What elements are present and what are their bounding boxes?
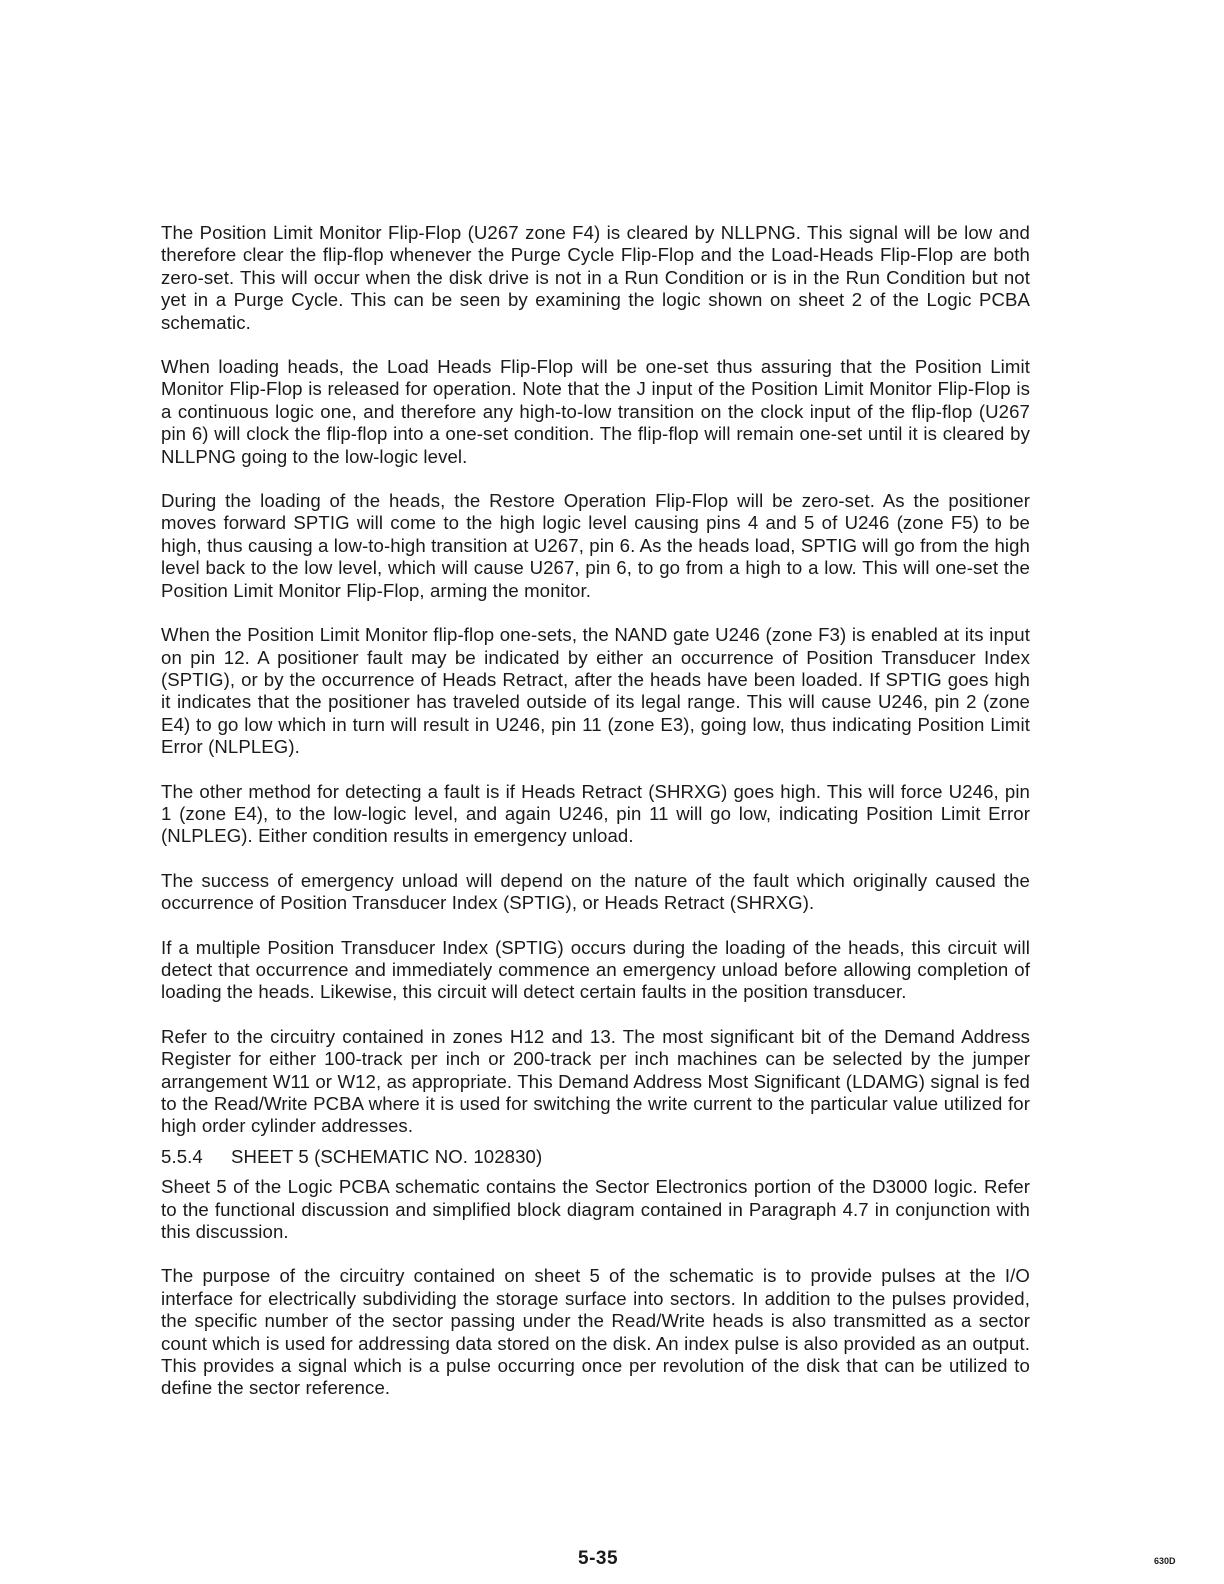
paragraph-sheet-5-purpose: The purpose of the circuitry contained on sheet 5 of the schematic is to provide pulses at the I/O interface for electrically subdividing the storage surface into sectors. In addition to the pulses provided, the specific number of the sector passing under the Read/Write heads is also transmitted as a sector count which is used for addressing data stored on the disk. An index pulse is also provided as an output. This provides a signal which is a pulse occurring once per revolution of the disk that can be utilized to define the sector reference. [161, 1265, 1030, 1399]
paragraph-multiple-index: If a multiple Position Transducer Index (SPTIG) occurs during the loading of the heads, this circuit will detect that occurrence and immediately commence an emergency unload before allowing completion of loading the heads. Likewise, this circuit will detect certain faults in the position transducer. [161, 936, 1030, 1003]
paragraph-demand-address: Refer to the circuitry contained in zones H12 and 13. The most significant bit of the Demand Address Register for either 100-track per inch or 200-track per inch machines can be selected by the jumper arrangement W11 or W12, as appropriate. This Demand Address Most Significant (LDAMG) signal is fed to the Read/Write PCBA where it is used for switching the write current to the particular value utilized for high order cylinder addresses. [161, 1025, 1030, 1137]
paragraph-sheet-5-intro: Sheet 5 of the Logic PCBA schematic contains the Sector Electronics portion of the D3000 logic. Refer to the functional discussion and simplified block diagram contained in Paragraph 4.7 in conjunction with this discussion. [161, 1176, 1030, 1243]
document-code: 630D [1154, 1556, 1176, 1566]
section-number: 5.5.4 [161, 1145, 203, 1167]
page-body [161, 222, 1030, 1422]
page-number: 5-35 [578, 1548, 619, 1569]
paragraph-loading-heads: When loading heads, the Load Heads Flip-Flop will be one-set thus assuring that the Position Limit Monitor Flip-Flop is released for operation. Note that the J input of the Position Limit Monitor Flip-Flop is a continuous logic one, and therefore any high-to-low transition on the clock input of the flip-flop (U267 pin 6) will clock the flip-flop into a one-set condition. The flip-flop will remain one-set until it is cleared by NLLPNG going to the low-logic level. [161, 356, 1030, 467]
paragraph-restore-operation: During the loading of the heads, the Restore Operation Flip-Flop will be zero-set. As the positioner moves forward SPTIG will come to the high logic level causing pins 4 and 5 of U246 (zone F5) to be high, thus causing a low-to-high transition at U267, pin 6. As the heads load, SPTIG will go from the high level back to the low level, which will cause U267, pin 6, to go from a high to a low. This will one-set the Position Limit Monitor Flip-Flop, arming the monitor. [161, 490, 1030, 601]
section-title: SHEET 5 (SCHEMATIC NO. 102830) [231, 1145, 543, 1167]
paragraph-position-limit-monitor-clear: The Position Limit Monitor Flip-Flop (U267 zone F4) is cleared by NLLPNG. This signal will be low and therefore clear the flip-flop whenever the Purge Cycle Flip-Flop and the Load-Heads Flip-Flop are both zero-set. This will occur when the disk drive is not in a Run Condition or is in the Run Condition but not yet in a Purge Cycle. This can be seen by examining the logic shown on sheet 2 of the Logic PCBA schematic. [161, 222, 1030, 333]
paragraph-emergency-unload: The success of emergency unload will depend on the nature of the fault which originally caused the occurrence of Position Transducer Index (SPTIG), or Heads Retract (SHRXG). [161, 869, 1030, 914]
section-heading [161, 1146, 1030, 1168]
paragraph-nand-gate-fault: When the Position Limit Monitor flip-flop one-sets, the NAND gate U246 (zone F3) is enabled at its input on pin 12. A positioner fault may be indicated by either an occurrence of Position Transducer Index (SPTIG), or by the occurrence of Heads Retract, after the heads have been loaded. If SPTIG goes high it indicates that the positioner has traveled outside of its legal range. This will cause U246, pin 2 (zone E4) to go low which in turn will result in U246, pin 11 (zone E3), going low, thus indicating Position Limit Error (NLPLEG). [161, 624, 1030, 758]
paragraph-heads-retract-fault: The other method for detecting a fault is if Heads Retract (SHRXG) goes high. This will force U246, pin 1 (zone E4), to the low-logic level, and again U246, pin 11 will go low, indicating Position Limit Error (NLPLEG). Either condition results in emergency unload. [161, 780, 1030, 847]
